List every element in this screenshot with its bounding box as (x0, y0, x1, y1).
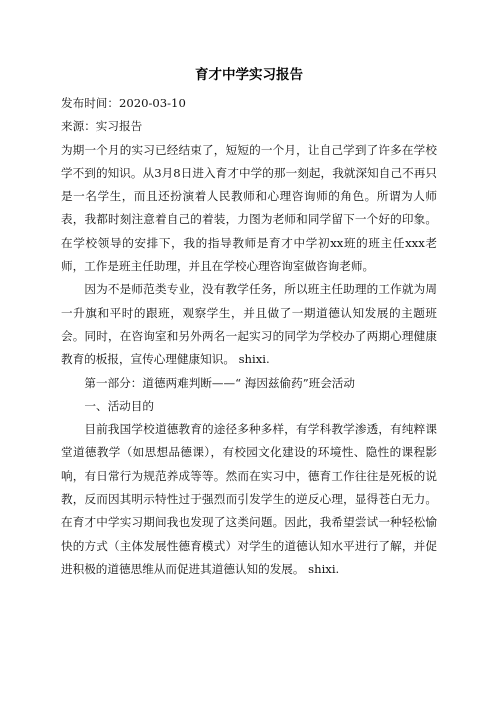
section-heading: 第一部分：道德两难判断——“ 海因兹偷药”班会活动 (84, 375, 355, 390)
source-line: 来源：实习报告 (61, 119, 143, 134)
paragraph-intro: 为期一个月的实习已经结束了，短短的一个月，让自己学到了许多在学校学不到的知识。从3月8日进入育才中学的那一刻起，我就深知自己不再只是一名学生，而且还扮演着人民教师和心理咨询师的角色。所谓为人师表，我都时刻注意着自己的着装，力图为老师和同学留下一个好的印象。在学校领导的安排下，我的指导教师是育才中学初xx班的班主任xxx老师，工作是班主任助理，并且在学校心理咨询室做咨询老师。 (61, 142, 437, 274)
document-page (61, 60, 437, 581)
publish-time: 发布时间：2020-03-10 (61, 96, 186, 110)
paragraph-duties: 因为不是师范类专业，没有教学任务，所以班主任助理的工作就为周一升旗和平时的跟班，观察学生，并且做了一期道德认知发展的主题班会。同时，在咨询室和另外两名一起实习的同学为学校办了两期心理健康教育的板报，宣传心理健康知识。 shixi. (61, 282, 437, 367)
subheading-purpose: 一、活动目的 (84, 398, 154, 413)
document-title: 育才中学实习报告 (195, 67, 303, 83)
paragraph-purpose: 目前我国学校道德教育的途径多种多样，有学科教学渗透，有纯粹课堂道德教学（如思想品德课），有校园文化建设的环境性、隐性的课程影响，有日常行为规范养成等等。然而在实习中，德育工作往往是死板的说教，反而因其明示特性过于强烈而引发学生的逆反心理，显得苍白无力。在育才中学实习期间我也发现了这类问题。因此，我希望尝试一种轻松愉快的方式（主体发展性德育模式）对学生的道德认知水平进行了解，并促进积极的道德思维从而促进其道德认知的发展。 shixi. (61, 422, 437, 576)
